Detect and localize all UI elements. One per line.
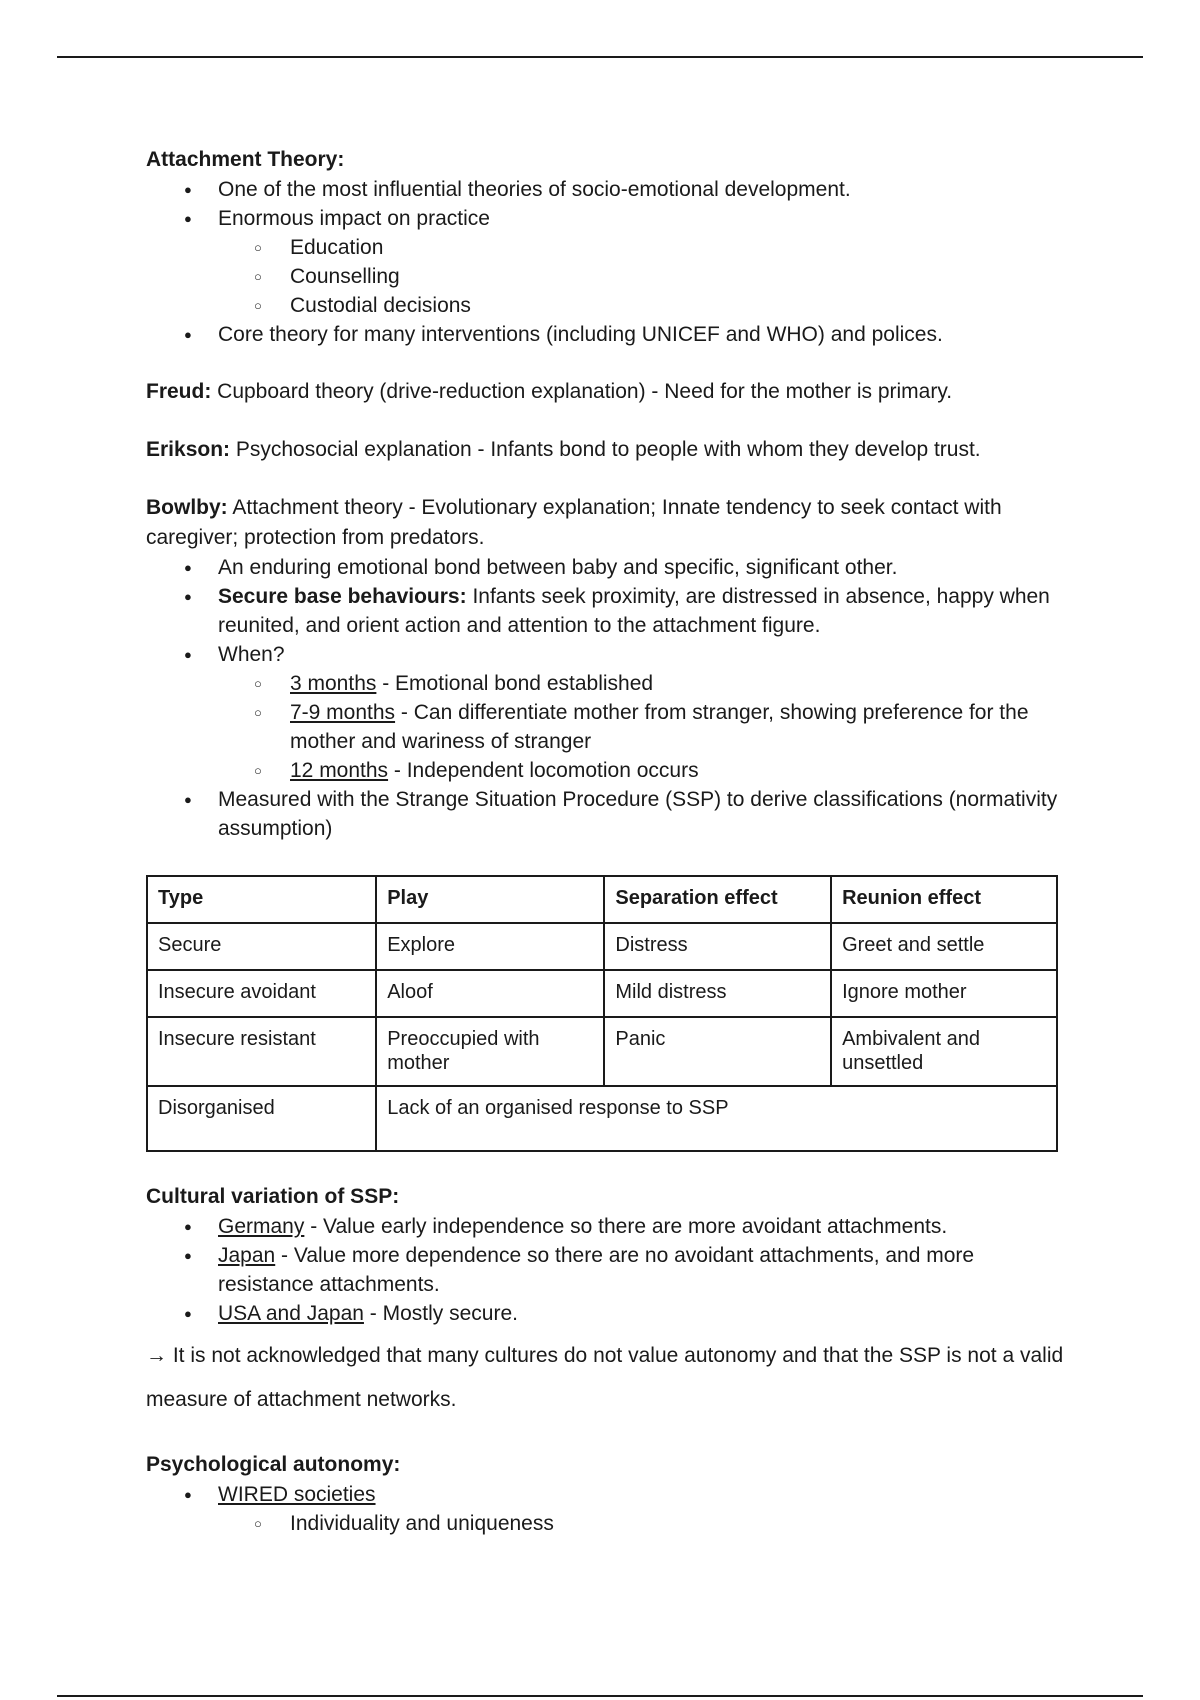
erikson-text: Psychosocial explanation - Infants bond to people with whom they develop trust. bbox=[230, 438, 981, 461]
table-cell: Disorganised bbox=[147, 1086, 376, 1151]
table-row bbox=[147, 1086, 1057, 1151]
autonomy-heading: Psychological autonomy: bbox=[146, 1453, 401, 1476]
autonomy-list bbox=[184, 1480, 1066, 1538]
freud-name: Freud: bbox=[146, 380, 212, 403]
table-cell: Preoccupied with mother bbox=[376, 1017, 604, 1086]
attachment-heading: Attachment Theory: bbox=[146, 148, 345, 171]
list-item bbox=[184, 204, 1066, 320]
table-header-cell: Separation effect bbox=[604, 876, 831, 923]
when-label: When? bbox=[218, 643, 285, 666]
cultural-heading: Cultural variation of SSP: bbox=[146, 1185, 400, 1208]
sublist-item bbox=[252, 756, 1066, 785]
when-sublist bbox=[252, 669, 1066, 785]
table-cell: Ignore mother bbox=[831, 970, 1057, 1017]
place-text: - Mostly secure. bbox=[363, 1302, 518, 1325]
table-row bbox=[147, 923, 1057, 970]
age-desc: - Emotional bond established bbox=[376, 672, 654, 695]
bowlby-list bbox=[184, 553, 1066, 843]
list-item bbox=[184, 1212, 1066, 1241]
sublist-item: ○ Education bbox=[252, 233, 1066, 262]
cultural-note: → It is not acknowledged that many cultures do not value autonomy and that the SSP is not a valid measure of attachment networks. bbox=[146, 1344, 1064, 1411]
place-label: Germany bbox=[218, 1215, 305, 1238]
attachment-list bbox=[184, 175, 1066, 349]
table-cell: Aloof bbox=[376, 970, 604, 1017]
secure-base-label: Secure base behaviours: bbox=[218, 585, 467, 608]
freud-paragraph bbox=[146, 377, 1066, 407]
list-item bbox=[184, 1480, 1066, 1538]
table-header-cell: Type bbox=[147, 876, 376, 923]
bowlby-text: Attachment theory - Evolutionary explanation; Innate tendency to seek contact with caregiver; protection from predators. bbox=[146, 496, 1002, 549]
table-header-cell: Play bbox=[376, 876, 604, 923]
bottom-rule bbox=[57, 1695, 1143, 1697]
freud-text: Cupboard theory (drive-reduction explanation) - Need for the mother is primary. bbox=[211, 380, 953, 403]
list-item: ● Core theory for many interventions (including UNICEF and WHO) and polices. bbox=[184, 320, 1066, 349]
table-cell: Greet and settle bbox=[831, 923, 1057, 970]
list-item: ● An enduring emotional bond between baby and specific, significant other. bbox=[184, 553, 1066, 582]
sublist-item: ○ Custodial decisions bbox=[252, 291, 1066, 320]
sublist-item: ○ Counselling bbox=[252, 262, 1066, 291]
table-header-row bbox=[147, 876, 1057, 923]
age-label: 7-9 months bbox=[290, 701, 396, 724]
attachment-types-table bbox=[146, 875, 1058, 1152]
table-cell: Ambivalent and unsettled bbox=[831, 1017, 1057, 1086]
document-body bbox=[146, 145, 1066, 1538]
bowlby-name: Bowlby: bbox=[146, 496, 228, 519]
table-cell: Mild distress bbox=[604, 970, 831, 1017]
table-cell: Lack of an organised response to SSP bbox=[376, 1086, 1057, 1151]
list-item bbox=[184, 640, 1066, 785]
place-label: Japan bbox=[218, 1244, 276, 1267]
table-cell: Insecure avoidant bbox=[147, 970, 376, 1017]
list-item: ● Measured with the Strange Situation Procedure (SSP) to derive classifications (normativity assumption) bbox=[184, 785, 1066, 843]
list-item-text: Enormous impact on practice bbox=[218, 207, 490, 230]
table-row bbox=[147, 1017, 1057, 1086]
age-desc: - Can differentiate mother from stranger, showing preference for the mother and wariness of stranger bbox=[290, 701, 1029, 753]
age-label: 12 months bbox=[290, 759, 389, 782]
table-cell: Insecure resistant bbox=[147, 1017, 376, 1086]
erikson-name: Erikson: bbox=[146, 438, 231, 461]
list-item bbox=[184, 1241, 1066, 1299]
table-header-cell: Reunion effect bbox=[831, 876, 1057, 923]
table-cell: Explore bbox=[376, 923, 604, 970]
table-cell: Distress bbox=[604, 923, 831, 970]
age-desc: - Independent locomotion occurs bbox=[388, 759, 699, 782]
place-text: - Value more dependence so there are no avoidant attachments, and more resistance attachments. bbox=[218, 1244, 975, 1296]
top-rule bbox=[57, 56, 1143, 58]
place-label: USA and Japan bbox=[218, 1302, 364, 1325]
table-row bbox=[147, 970, 1057, 1017]
sublist-item bbox=[252, 669, 1066, 698]
cultural-list bbox=[184, 1212, 1066, 1328]
sublist-item bbox=[252, 698, 1066, 756]
age-label: 3 months bbox=[290, 672, 377, 695]
list-item bbox=[184, 582, 1066, 640]
autonomy-sublist bbox=[252, 1509, 1066, 1538]
table-cell: Panic bbox=[604, 1017, 831, 1086]
practice-sublist bbox=[252, 233, 1066, 320]
secure-base-text: Infants seek proximity, are distressed in absence, happy when reunited, and orient action and attention to the attachment figure. bbox=[218, 585, 1050, 637]
list-item: ● One of the most influential theories of socio-emotional development. bbox=[184, 175, 1066, 204]
erikson-paragraph bbox=[146, 435, 1066, 465]
list-item bbox=[184, 1299, 1066, 1328]
bowlby-paragraph bbox=[146, 493, 1066, 553]
place-text: - Value early independence so there are more avoidant attachments. bbox=[304, 1215, 948, 1238]
table-cell: Secure bbox=[147, 923, 376, 970]
wired-label: WIRED societies bbox=[218, 1483, 376, 1506]
sublist-item: ○ Individuality and uniqueness bbox=[252, 1509, 1066, 1538]
